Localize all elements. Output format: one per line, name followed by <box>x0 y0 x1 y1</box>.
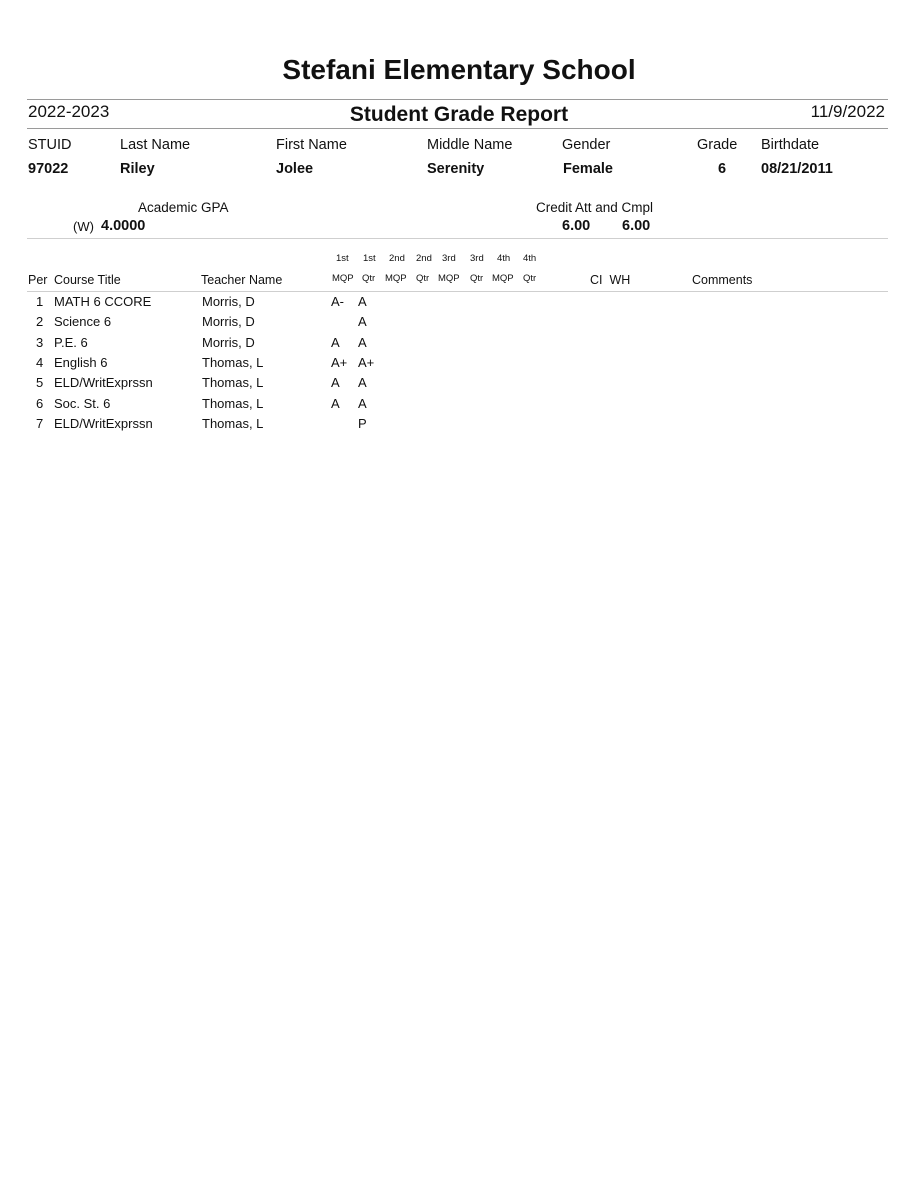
row-course-title: ELD/WritExprssn <box>54 415 153 431</box>
row-1st-qtr: A <box>358 375 367 391</box>
row-1st-mqp: A- <box>331 294 344 309</box>
middle-name-value: Serenity <box>427 161 485 177</box>
row-teacher: Morris, D <box>202 314 255 330</box>
row-period: 2 <box>36 314 44 330</box>
mark-header-top: 3rd <box>442 253 456 264</box>
gpa-label: Academic GPA <box>138 200 229 215</box>
first-name-value: Jolee <box>276 161 314 177</box>
mark-header-top: 3rd <box>470 253 484 264</box>
teacher-name-header: Teacher Name <box>201 273 283 287</box>
row-1st-qtr: A <box>358 294 367 309</box>
credit-completed: 6.00 <box>622 218 651 234</box>
mark-header-top: 1st <box>336 253 349 264</box>
comments-header: Comments <box>692 273 753 287</box>
school-name: Stefani Elementary School <box>282 54 636 85</box>
mark-header-bottom: Qtr <box>470 273 484 284</box>
row-teacher: Thomas, L <box>202 415 264 431</box>
gender-value: Female <box>563 161 613 177</box>
row-course-title: Science 6 <box>54 314 112 330</box>
course-title-header: Course Title <box>54 273 121 287</box>
last-name-label: Last Name <box>120 137 191 153</box>
gender-label: Gender <box>562 137 611 153</box>
gpa-value: 4.0000 <box>101 218 146 234</box>
row-course-title: English 6 <box>54 354 108 370</box>
row-period: 7 <box>36 415 44 431</box>
row-1st-qtr: P <box>358 415 367 431</box>
mark-header-top: 2nd <box>389 253 405 264</box>
row-1st-mqp: A <box>331 395 340 411</box>
row-1st-qtr: A <box>358 334 367 350</box>
credit-attempted: 6.00 <box>562 218 591 234</box>
header-top-rule <box>27 99 888 100</box>
row-teacher: Thomas, L <box>202 354 264 370</box>
row-teacher: Thomas, L <box>202 395 264 411</box>
per-header: Per <box>28 273 48 287</box>
first-name-label: First Name <box>276 137 347 153</box>
gpa-type: (W) <box>73 219 94 234</box>
birthdate-label: Birthdate <box>761 137 820 153</box>
mark-header-top: 2nd <box>416 253 432 264</box>
row-teacher: Morris, D <box>202 334 255 350</box>
mark-header-top: 4th <box>523 253 537 264</box>
row-period: 3 <box>36 334 44 350</box>
credit-label: Credit Att and Cmpl <box>536 200 654 215</box>
gpa-rule <box>27 238 888 239</box>
row-period: 1 <box>36 294 44 309</box>
row-teacher: Thomas, L <box>202 375 264 391</box>
report-date: 11/9/2022 <box>810 102 885 121</box>
mark-header-bottom: MQP <box>385 273 407 284</box>
stuid-label: STUID <box>28 137 72 153</box>
table-header-rule <box>27 291 888 292</box>
row-course-title: ELD/WritExprssn <box>54 375 153 391</box>
row-period: 4 <box>36 354 44 370</box>
row-teacher: Morris, D <box>202 294 255 309</box>
birthdate-value: 08/21/2011 <box>761 161 833 177</box>
row-1st-mqp: A <box>331 334 340 350</box>
mark-header-top: 4th <box>497 253 511 264</box>
row-period: 5 <box>36 375 44 391</box>
mark-header-bottom: Qtr <box>416 273 430 284</box>
report-title: Student Grade Report <box>349 103 569 126</box>
mark-header-bottom: MQP <box>438 273 460 284</box>
row-period: 6 <box>36 395 44 411</box>
last-name-value: Riley <box>120 161 155 177</box>
mark-header-bottom: Qtr <box>523 273 537 284</box>
ci-wh-header: CI WH <box>590 273 631 287</box>
middle-name-label: Middle Name <box>427 137 513 153</box>
header-bottom-rule <box>27 128 888 129</box>
row-course-title: Soc. St. 6 <box>54 395 111 411</box>
row-1st-qtr: A <box>358 314 367 330</box>
row-course-title: P.E. 6 <box>54 334 88 350</box>
mark-header-top: 1st <box>363 253 376 264</box>
row-1st-mqp: A+ <box>331 354 348 370</box>
mark-header-bottom: MQP <box>332 273 354 284</box>
grade-value: 6 <box>718 161 727 177</box>
row-course-title: MATH 6 CCORE <box>54 294 152 309</box>
grade-label: Grade <box>697 137 738 153</box>
school-year: 2022-2023 <box>28 102 110 121</box>
stuid-value: 97022 <box>28 161 69 177</box>
mark-header-bottom: Qtr <box>362 273 376 284</box>
row-1st-mqp: A <box>331 375 340 391</box>
row-1st-qtr: A <box>358 395 367 411</box>
row-1st-qtr: A+ <box>358 354 375 370</box>
mark-header-bottom: MQP <box>492 273 514 284</box>
